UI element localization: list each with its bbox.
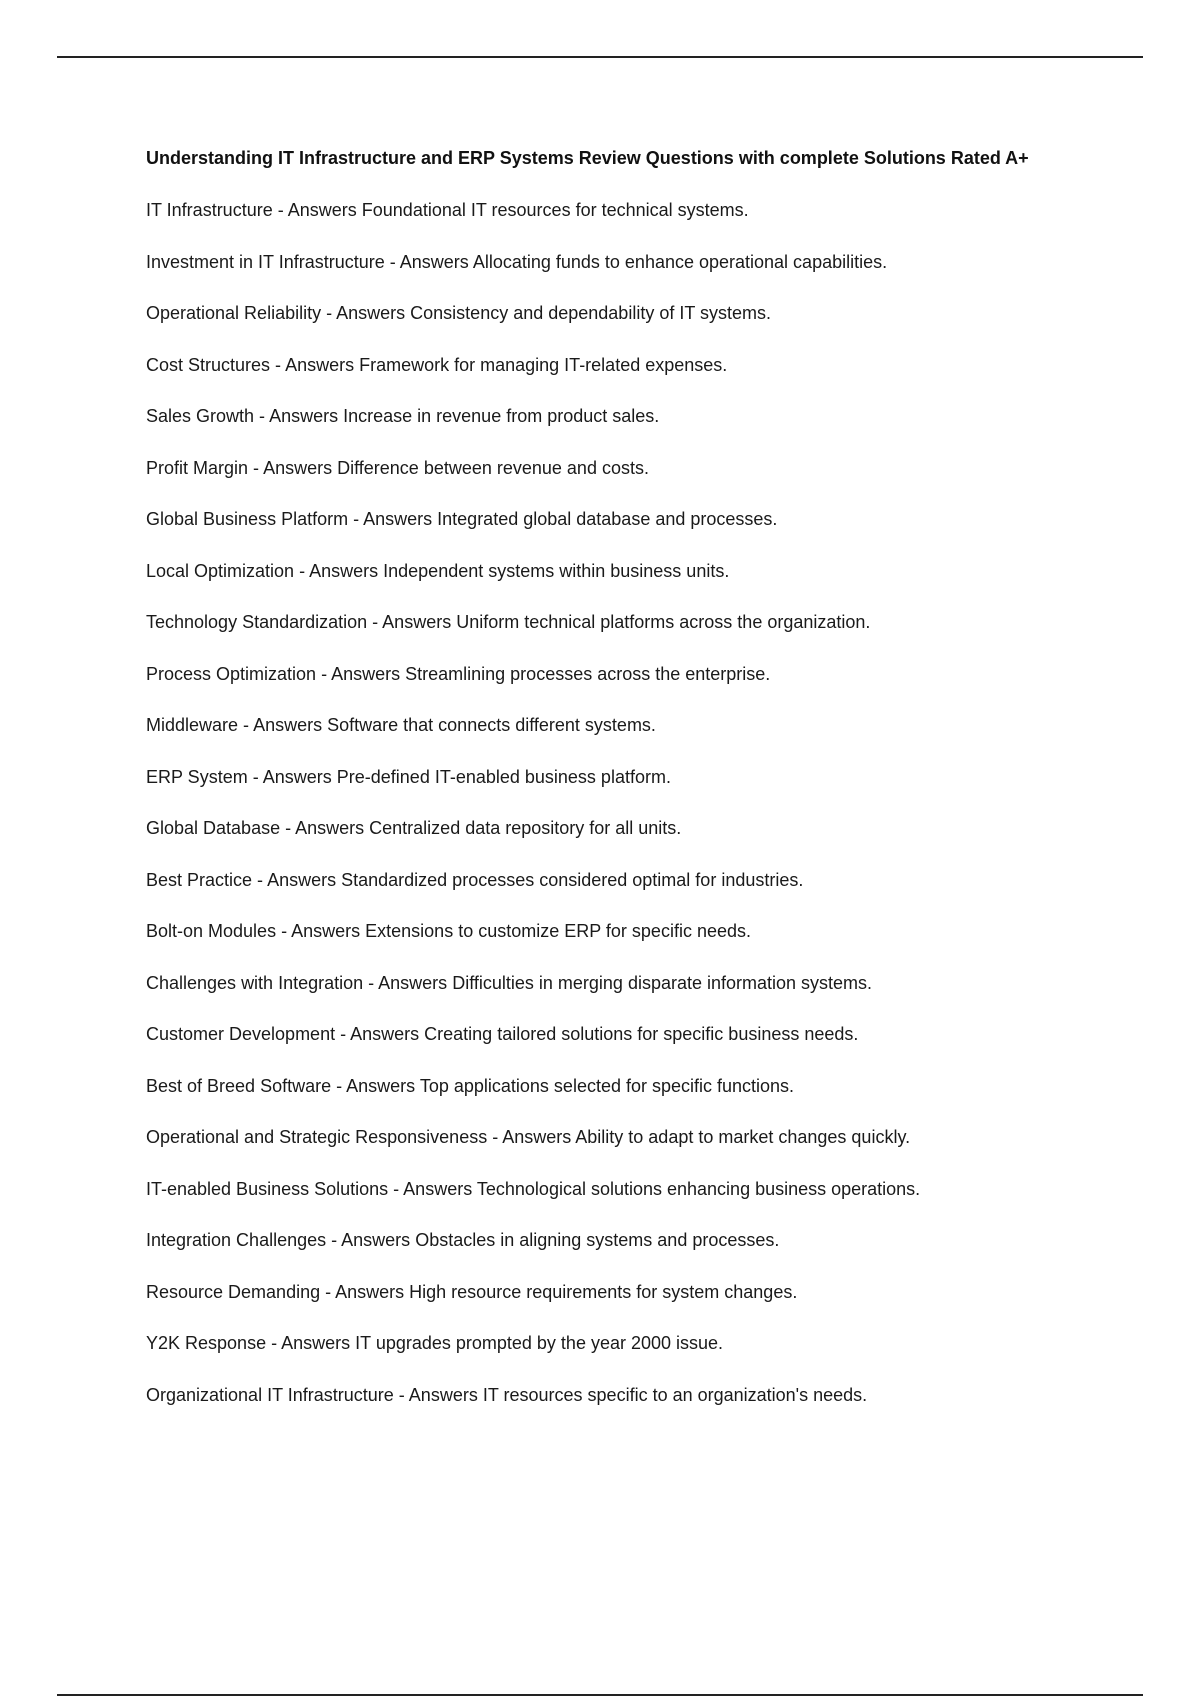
entry-term: ERP System [146, 766, 248, 787]
entry-definition: Centralized data repository for all units. [369, 818, 682, 838]
entry-separator: - [247, 766, 263, 787]
entry-answers-label: Answers [309, 560, 379, 581]
entry-definition: Obstacles in aligning systems and processes. [415, 1230, 780, 1250]
entry-definition: Standardized processes considered optimal for industries. [341, 869, 804, 890]
entry-definition: Independent systems within business units. [383, 560, 730, 581]
entry-term: Best Practice [146, 869, 253, 890]
entry-definition: Creating tailored solutions for specific business needs. [424, 1024, 859, 1044]
qa-entry [146, 968, 1146, 998]
entry-answers-label: Answers [336, 303, 406, 323]
entry-definition: Streamlining processes across the enterprise. [405, 663, 771, 684]
entry-separator: - [487, 1127, 503, 1147]
entry-separator: - [363, 972, 379, 993]
entry-definition: Foundational IT resources for technical systems. [361, 200, 749, 220]
document-title: Understanding IT Infrastructure and ERP Systems Review Questions with complete Solutions Rated A+ [146, 148, 1029, 168]
document-body [146, 143, 1146, 1431]
entry-term: Best of Breed Software [146, 1075, 332, 1096]
qa-entry [146, 350, 1146, 380]
entry-separator: - [294, 560, 310, 581]
entry-definition: Increase in revenue from product sales. [343, 406, 660, 426]
entry-term: Local Optimization [146, 560, 295, 581]
entry-answers-label: Answers [408, 1384, 478, 1405]
entry-separator: - [388, 1178, 404, 1199]
entry-definition: IT resources specific to an organization's needs. [482, 1384, 868, 1405]
qa-entry [146, 1225, 1146, 1255]
entry-term: Process Optimization [146, 663, 317, 684]
entry-separator: - [367, 612, 383, 632]
entry-answers-label: Answers [335, 1281, 405, 1302]
qa-entry [146, 607, 1146, 637]
qa-list [146, 195, 1146, 1410]
entry-separator: - [316, 663, 332, 684]
entry-separator: - [321, 303, 337, 323]
entry-separator: - [320, 1281, 336, 1302]
entry-separator: - [331, 1075, 347, 1096]
entry-term: Investment in IT Infrastructure [146, 251, 385, 272]
entry-separator: - [393, 1384, 409, 1405]
entry-term: Bolt-on Modules [146, 921, 277, 941]
entry-answers-label: Answers [346, 1075, 416, 1096]
entry-term: Global Business Platform [146, 509, 349, 529]
entry-answers-label: Answers [331, 663, 401, 684]
entry-definition: IT upgrades prompted by the year 2000 issue. [355, 1333, 724, 1353]
qa-entry [146, 195, 1146, 225]
qa-entry [146, 247, 1146, 277]
entry-separator: - [384, 251, 400, 272]
entry-term: Sales Growth [146, 406, 255, 426]
qa-entry [146, 1328, 1146, 1358]
qa-entry [146, 710, 1146, 740]
footer-rule [57, 1694, 1143, 1696]
entry-definition: Difficulties in merging disparate information systems. [452, 972, 873, 993]
qa-entry [146, 1380, 1146, 1410]
entry-answers-label: Answers [253, 715, 323, 735]
entry-answers-label: Answers [269, 406, 339, 426]
qa-entry [146, 298, 1146, 328]
qa-entry [146, 1019, 1146, 1049]
entry-separator: - [272, 200, 288, 220]
header-rule [57, 56, 1143, 58]
entry-answers-label: Answers [287, 200, 357, 220]
entry-answers-label: Answers [291, 921, 361, 941]
entry-answers-label: Answers [263, 457, 333, 478]
entry-definition: Extensions to customize ERP for specific needs. [365, 921, 751, 941]
qa-entry [146, 813, 1146, 843]
entry-answers-label: Answers [341, 1230, 411, 1250]
entry-separator: - [266, 1333, 282, 1353]
qa-entry [146, 556, 1146, 586]
entry-separator: - [280, 818, 296, 838]
entry-definition: Uniform technical platforms across the organization. [456, 612, 871, 632]
qa-entry [146, 504, 1146, 534]
entry-term: Operational and Strategic Responsiveness [146, 1127, 488, 1147]
entry-definition: Allocating funds to enhance operational capabilities. [472, 251, 888, 272]
entry-answers-label: Answers [382, 612, 452, 632]
entry-term: Operational Reliability [146, 303, 322, 323]
entry-answers-label: Answers [378, 972, 448, 993]
entry-separator: - [254, 406, 270, 426]
entry-answers-label: Answers [262, 766, 332, 787]
entry-answers-label: Answers [295, 818, 365, 838]
entry-term: Global Database [146, 818, 281, 838]
entry-term: Customer Development [146, 1024, 336, 1044]
qa-entry [146, 1071, 1146, 1101]
entry-answers-label: Answers [399, 251, 469, 272]
entry-definition: Technological solutions enhancing business operations. [476, 1178, 921, 1199]
entry-separator: - [276, 921, 292, 941]
entry-separator: - [335, 1024, 351, 1044]
entry-term: Y2K Response [146, 1333, 267, 1353]
qa-entry [146, 1122, 1146, 1152]
entry-answers-label: Answers [502, 1127, 572, 1147]
qa-entry [146, 401, 1146, 431]
qa-entry [146, 916, 1146, 946]
qa-entry [146, 1277, 1146, 1307]
qa-entry [146, 865, 1146, 895]
entry-answers-label: Answers [285, 354, 355, 375]
qa-entry [146, 1174, 1146, 1204]
entry-term: Challenges with Integration [146, 972, 364, 993]
entry-term: IT Infrastructure [146, 200, 273, 220]
entry-term: IT-enabled Business Solutions [146, 1178, 389, 1199]
entry-separator: - [238, 715, 254, 735]
entry-separator: - [252, 869, 268, 890]
entry-definition: Pre-defined IT-enabled business platform. [336, 766, 671, 787]
entry-term: Technology Standardization [146, 612, 368, 632]
qa-entry [146, 453, 1146, 483]
entry-term: Middleware [146, 715, 239, 735]
entry-answers-label: Answers [403, 1178, 473, 1199]
entry-separator: - [270, 354, 286, 375]
qa-entry [146, 762, 1146, 792]
entry-term: Organizational IT Infrastructure [146, 1384, 394, 1405]
entry-definition: Consistency and dependability of IT systems. [410, 303, 772, 323]
entry-definition: Software that connects different systems. [327, 715, 656, 735]
entry-definition: Framework for managing IT-related expenses. [359, 354, 728, 375]
entry-answers-label: Answers [267, 869, 337, 890]
entry-answers-label: Answers [363, 509, 433, 529]
entry-separator: - [248, 457, 264, 478]
entry-definition: Top applications selected for specific functions. [419, 1075, 795, 1096]
entry-separator: - [326, 1230, 342, 1250]
entry-definition: Difference between revenue and costs. [337, 457, 649, 478]
entry-answers-label: Answers [350, 1024, 420, 1044]
entry-definition: Integrated global database and processes. [437, 509, 778, 529]
entry-separator: - [348, 509, 364, 529]
entry-definition: Ability to adapt to market changes quickly. [575, 1127, 911, 1147]
entry-term: Resource Demanding [146, 1281, 321, 1302]
entry-term: Cost Structures [146, 354, 271, 375]
entry-answers-label: Answers [281, 1333, 351, 1353]
entry-term: Profit Margin [146, 457, 249, 478]
entry-term: Integration Challenges [146, 1230, 327, 1250]
entry-definition: High resource requirements for system changes. [409, 1281, 798, 1302]
qa-entry [146, 659, 1146, 689]
